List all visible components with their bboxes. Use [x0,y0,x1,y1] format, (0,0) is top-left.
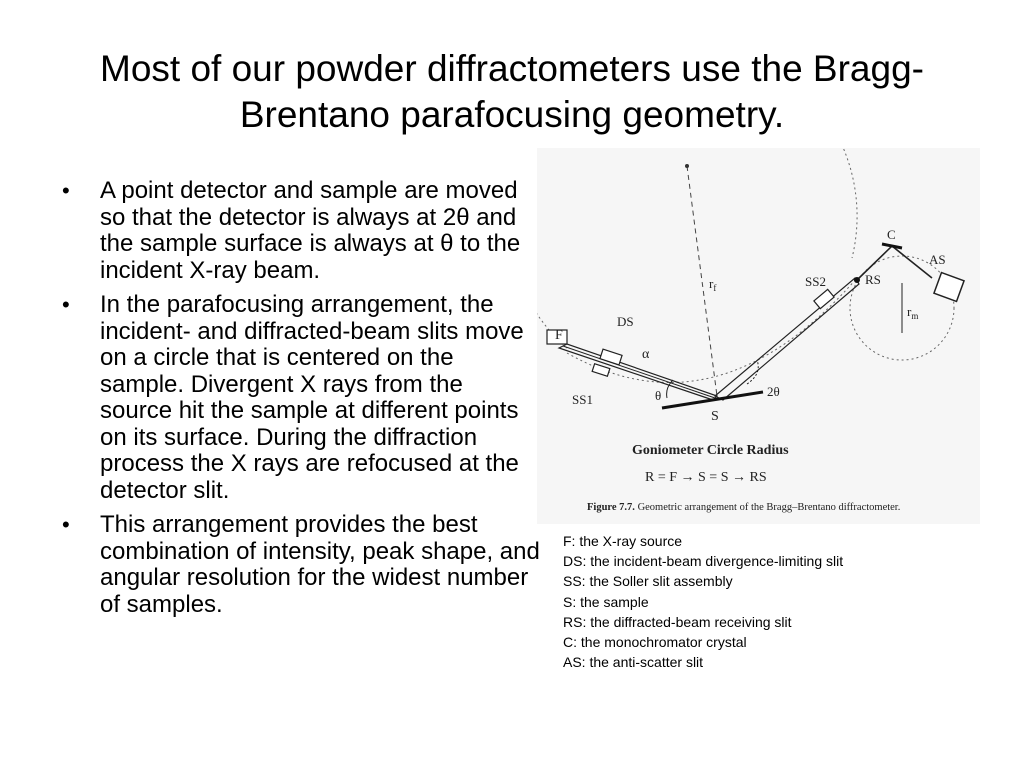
legend-list [563,531,983,672]
legend-item: F: the X-ray source [563,533,683,549]
soller-slit-1 [592,364,610,377]
bullet-text: This arrangement provides the best combination of intensity, peak shape, and angular resolution for the widest number of samples. [100,511,540,618]
goniometer-title: Goniometer Circle Radius [632,443,789,458]
legend-item: DS: the incident-beam divergence-limiting slit [563,553,844,570]
bullet-text: In the parafocusing arrangement, the incident- and diffracted-beam slits move on a circle that is centered on the sample. Divergent X rays from the source hit the sample at different points on its surface. During the diffraction process the X rays are refocused at the detector slit. [100,291,524,504]
diffracted-beam [715,278,859,400]
bullet-dot-icon: • [62,512,70,537]
label-rf: $r_f$ [709,276,717,293]
receiving-slit [854,277,860,283]
rf-center-point [685,164,689,168]
bullet-item [58,292,540,504]
label-f: F [555,328,563,343]
focusing-circle [567,278,857,382]
label-theta: θ [655,388,662,403]
incident-ray [563,346,715,398]
bullet-dot-icon: • [62,292,70,317]
label-two-theta: 2θ [767,384,780,399]
legend-item: RS: the diffracted-beam receiving slit [563,613,792,630]
goniometer-circle [537,148,857,348]
bullet-dot-icon: • [62,178,70,203]
legend-item: SS: the Soller slit assembly [563,573,733,590]
label-ss2: SS2 [805,274,826,289]
label-c: C [887,227,896,242]
label-alpha: α [642,347,650,362]
geometry-diagram [537,148,980,524]
label-rm: $r_m$ [907,304,919,321]
label-ds: DS [617,314,634,329]
bragg-brentano-figure [537,148,980,524]
bullet-text: A point detector and sample are moved so that the detector is always at 2θ and the sample surface is always at θ to the incident X-ray beam. [100,177,521,284]
bullet-list [58,178,540,626]
bullet-item [58,178,540,284]
anti-scatter-detector [934,273,964,302]
label-s: S [711,409,719,424]
legend-item: AS: the anti-scatter slit [563,654,704,671]
figure-caption: Figure 7.7. Geometric arrangement of the Bragg–Brentano diffractometer. [587,502,901,513]
slide-title: Most of our powder diffractometers use the Bragg-Brentano parafocusing geometry. [100,48,924,135]
legend-item: S: the sample [563,593,649,610]
goniometer-equation: R = F → S = S → RS [645,470,767,485]
label-ss1: SS1 [572,392,593,407]
legend-item: C: the monochromator crystal [563,634,747,651]
monochromator-crystal [882,244,902,248]
label-rs: RS [865,272,881,287]
label-as: AS [929,252,946,267]
bullet-item [58,512,540,618]
